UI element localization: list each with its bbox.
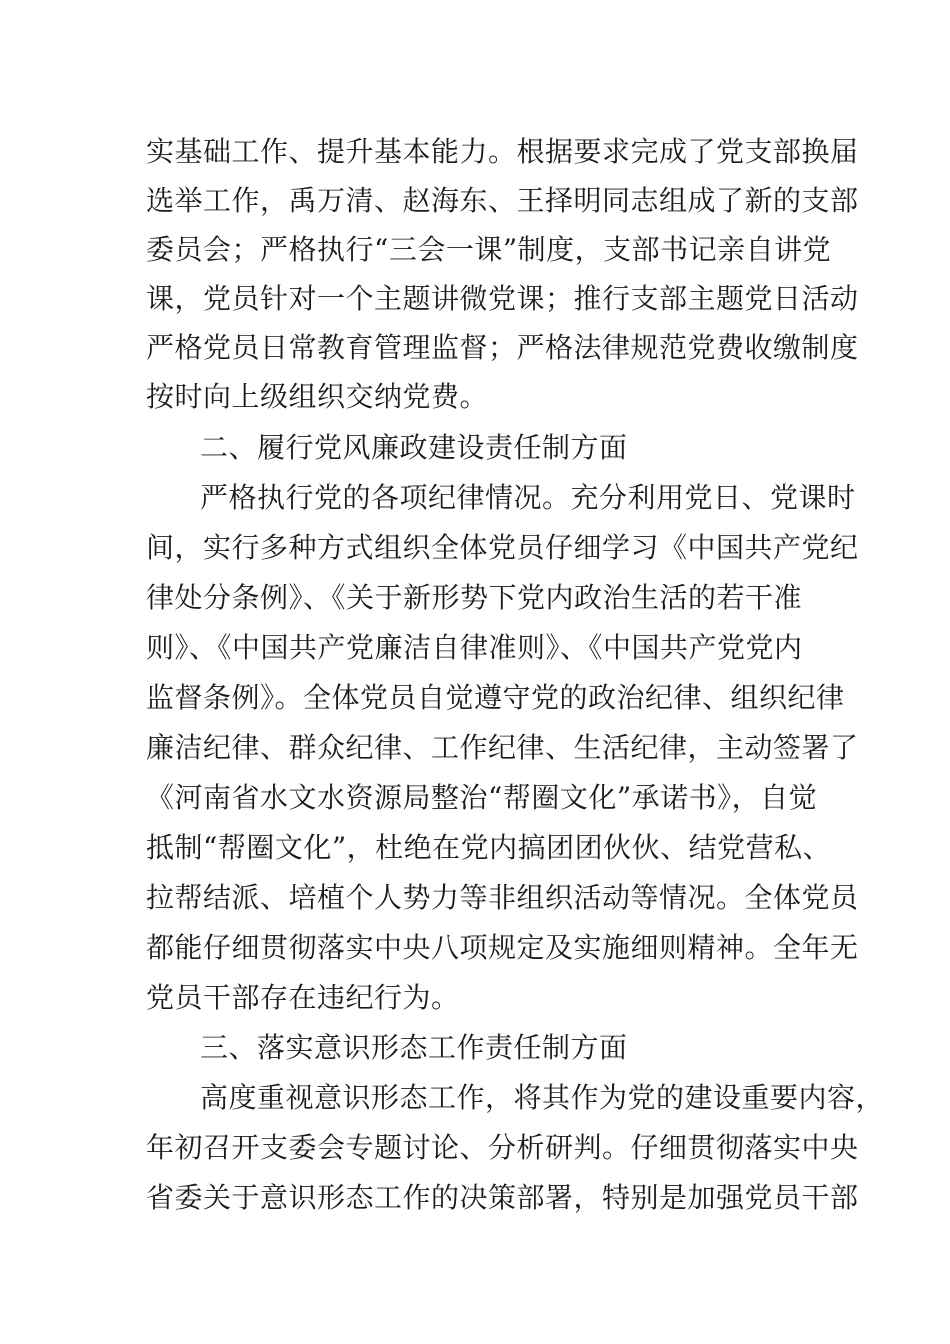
text-line: 律处分条例》、《关于新形势下党内政治生活的若干准 bbox=[146, 581, 803, 614]
paragraph-first-line: 严格执行党的各项纪律情况。充分利用党日、党课时 bbox=[200, 481, 856, 514]
text-line: 按时向上级组织交纳党费。 bbox=[146, 380, 489, 413]
text-line: 党员干部存在违纪行为。 bbox=[146, 981, 460, 1014]
section-heading: 三、落实意识形态工作责任制方面 bbox=[200, 1031, 628, 1064]
text-line: 选举工作，禹万清、赵海东、王择明同志组成了新的支部 bbox=[146, 184, 859, 217]
text-line: 《河南省水文水资源局整治“帮圈文化”承诺书》，自觉 bbox=[146, 781, 818, 814]
text-line: 课，党员针对一个主题讲微党课；推行支部主题党日活动 bbox=[146, 282, 859, 315]
text-line: 间，实行多种方式组织全体党员仔细学习《中国共产党纪 bbox=[146, 531, 859, 564]
text-line: 监督条例》。全体党员自觉遵守党的政治纪律、组织纪律 bbox=[146, 681, 845, 714]
text-line: 廉洁纪律、群众纪律、工作纪律、生活纪律，主动签署了 bbox=[146, 731, 859, 764]
text-line: 抵制“帮圈文化”，杜绝在党内搞团团伙伙、结党营私、 bbox=[146, 831, 832, 864]
text-line: 都能仔细贯彻落实中央八项规定及实施细则精神。全年无 bbox=[146, 931, 859, 964]
text-line: 实基础工作、提升基本能力。根据要求完成了党支部换届 bbox=[146, 135, 859, 168]
text-line: 省委关于意识形态工作的决策部署，特别是加强党员干部 bbox=[146, 1181, 859, 1214]
text-line: 拉帮结派、培植个人势力等非组织活动等情况。全体党员 bbox=[146, 881, 859, 914]
text-line: 委员会；严格执行“三会一课”制度，支部书记亲自讲党 bbox=[146, 233, 832, 266]
section-heading: 二、履行党风廉政建设责任制方面 bbox=[200, 431, 628, 464]
text-line: 则》、《中国共产党廉洁自律准则》、《中国共产党党内 bbox=[146, 631, 803, 664]
text-line: 严格党员日常教育管理监督；严格法律规范党费收缴制度 bbox=[146, 331, 859, 364]
text-line: 年初召开支委会专题讨论、分析研判。仔细贯彻落实中央 bbox=[146, 1131, 859, 1164]
paragraph-first-line: 高度重视意识形态工作，将其作为党的建设重要内容， bbox=[200, 1081, 885, 1114]
